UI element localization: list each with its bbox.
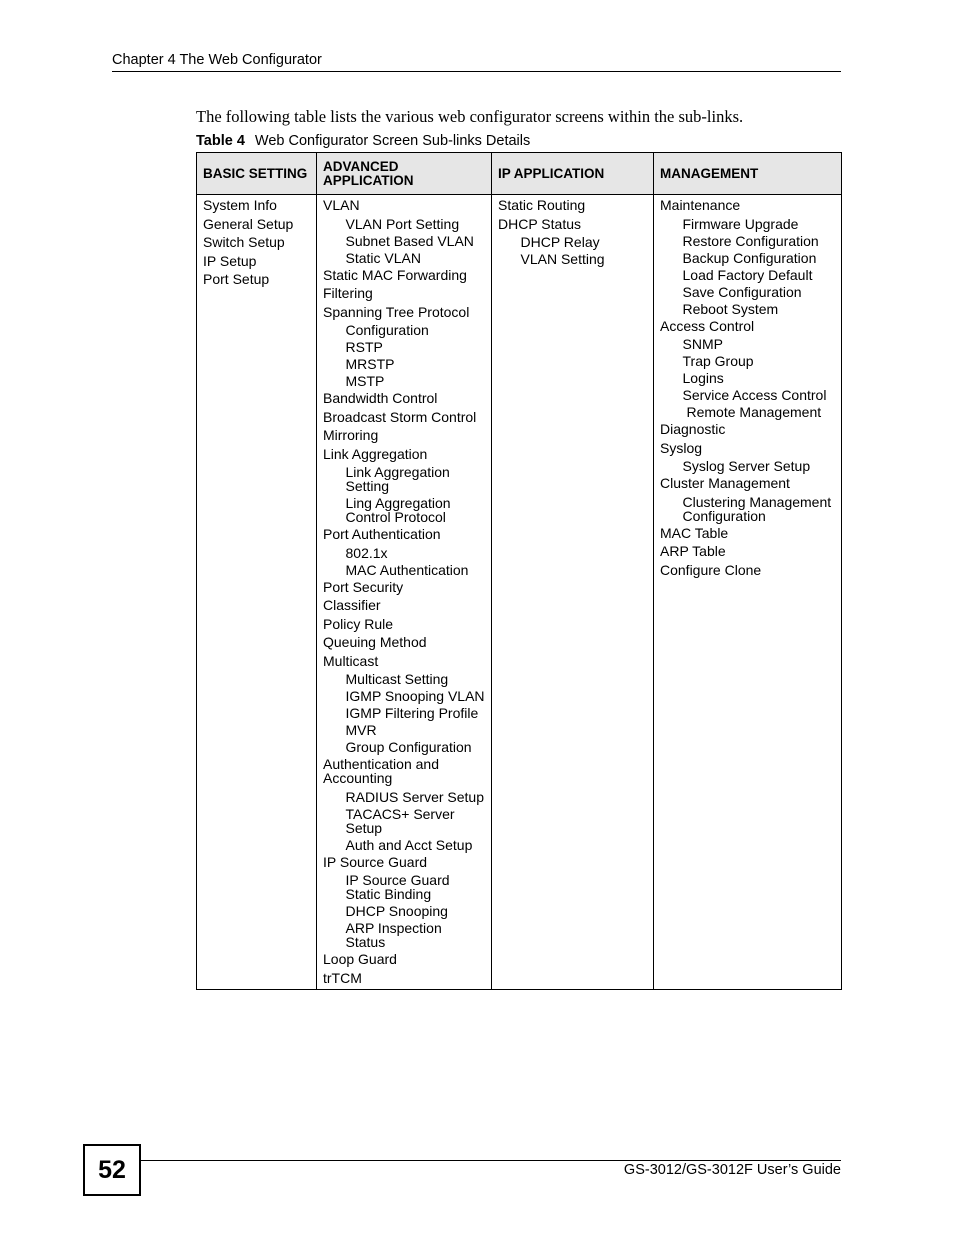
link-item: Policy Rule	[323, 615, 394, 632]
link-item: Diagnostic	[660, 421, 726, 437]
link-item: Static Routing	[498, 197, 586, 213]
link-item: IP Setup	[203, 252, 257, 269]
link-item: Mirroring	[323, 427, 379, 443]
sub-link-item: DHCP Relay	[520, 234, 600, 250]
sub-link-item: RADIUS Server Setup	[345, 788, 484, 805]
link-item: Port Security	[323, 578, 404, 595]
page-number: 52	[83, 1144, 141, 1196]
header-rule	[112, 71, 841, 72]
sub-link-item: Multicast Setting	[345, 671, 449, 687]
sub-link-item: SNMP	[682, 336, 723, 352]
table-header-row	[197, 153, 842, 195]
link-item: Broadcast Storm Control	[323, 408, 477, 425]
link-item: Multicast	[323, 652, 379, 669]
sub-link-item: Reboot System	[682, 300, 779, 317]
sub-link-item: RSTP	[345, 339, 383, 355]
header-management: MANAGEMENT	[654, 153, 842, 195]
link-item: Static MAC Forwarding	[323, 266, 467, 283]
sub-link-item: Clustering Management Configuration	[682, 493, 832, 524]
link-item: Loop Guard	[323, 951, 397, 967]
sub-link-item: Link Aggregation Setting	[345, 464, 450, 494]
link-item: Syslog	[660, 439, 703, 456]
sub-link-item: MAC Authentication	[345, 561, 469, 578]
link-item: General Setup	[203, 215, 294, 232]
column-management	[654, 195, 842, 990]
sub-link-item: Restore Configuration	[682, 232, 819, 249]
intro-paragraph: The following table lists the various web configurator screens within the sub-links.	[196, 107, 744, 126]
sub-link-item: Static VLAN	[345, 249, 421, 266]
link-item: DHCP Status	[498, 215, 581, 232]
link-item: Queuing Method	[323, 634, 427, 650]
sub-link-item: Subnet Based VLAN	[345, 232, 474, 249]
sub-link-item: VLAN Port Setting	[345, 215, 460, 232]
table-caption	[196, 133, 530, 149]
link-item: trTCM	[323, 969, 362, 986]
sub-link-item: Trap Group	[682, 353, 754, 369]
sub-link-item: IGMP Snooping VLAN	[345, 688, 485, 704]
link-item: ARP Table	[660, 543, 726, 559]
sub-link-item: 802.1x	[345, 544, 388, 561]
sub-link-item: Load Factory Default	[682, 266, 813, 283]
table-caption-title: Web Configurator Screen Sub-links Details	[254, 133, 531, 149]
sub-link-item: ARP Inspection Status	[345, 920, 442, 950]
sub-link-item: Save Configuration	[682, 283, 802, 300]
link-item: Spanning Tree Protocol	[323, 303, 470, 320]
header-ip-application: IP APPLICATION	[492, 153, 654, 195]
sub-link-item: Logins	[682, 370, 724, 386]
link-item: Authentication and Accounting	[323, 756, 439, 786]
link-item: Configure Clone	[660, 561, 762, 578]
sub-links-table	[196, 152, 842, 990]
sub-link-item: MVR	[345, 722, 377, 738]
sub-link-item: Remote Management	[686, 404, 822, 420]
link-item: Cluster Management	[660, 475, 790, 491]
link-item: Switch Setup	[203, 234, 285, 250]
sub-link-item: Service Access Control	[682, 387, 827, 403]
link-item: System Info	[203, 197, 277, 213]
sub-link-item: DHCP Snooping	[345, 903, 448, 919]
column-basic-setting	[197, 195, 317, 990]
link-item: Link Aggregation	[323, 445, 428, 462]
sub-link-item: TACACS+ Server Setup	[345, 805, 455, 836]
sub-link-item: VLAN Setting	[520, 251, 605, 267]
link-item: Maintenance	[660, 197, 741, 213]
sub-link-item: IP Source Guard Static Binding	[345, 872, 450, 902]
sub-link-item: Firmware Upgrade	[682, 215, 799, 232]
link-item: Bandwidth Control	[323, 390, 438, 406]
link-item: Filtering	[323, 285, 373, 301]
link-item: VLAN	[323, 197, 360, 213]
column-ip-application	[492, 195, 654, 990]
table-body-row	[197, 195, 842, 990]
header-advanced-application: ADVANCED APPLICATION	[317, 153, 492, 195]
link-item: Classifier	[323, 597, 381, 613]
sub-link-item: Auth and Acct Setup	[345, 836, 473, 853]
link-item: Port Authentication	[323, 526, 441, 542]
sub-link-item: MSTP	[345, 373, 385, 389]
sub-link-item: Backup Configuration	[682, 249, 817, 266]
sub-link-item: IGMP Filtering Profile	[345, 705, 479, 721]
footer-rule	[139, 1160, 841, 1161]
link-item: IP Source Guard	[323, 853, 428, 870]
link-item: Port Setup	[203, 271, 270, 287]
sub-link-item: Group Configuration	[345, 739, 472, 755]
header-basic-setting: BASIC SETTING	[197, 153, 317, 195]
guide-title: GS-3012/GS-3012F User’s Guide	[623, 1162, 841, 1178]
sub-link-item: Syslog Server Setup	[682, 458, 811, 474]
sub-link-item: Ling Aggregation Control Protocol	[345, 495, 451, 525]
link-item: Access Control	[660, 317, 755, 334]
column-advanced-application	[317, 195, 492, 990]
table-caption-label: Table 4	[196, 133, 245, 149]
chapter-header: Chapter 4 The Web Configurator	[112, 52, 322, 68]
link-item: MAC Table	[660, 524, 729, 541]
sub-link-item: MRSTP	[345, 356, 395, 372]
sub-link-item: Configuration	[345, 322, 429, 338]
